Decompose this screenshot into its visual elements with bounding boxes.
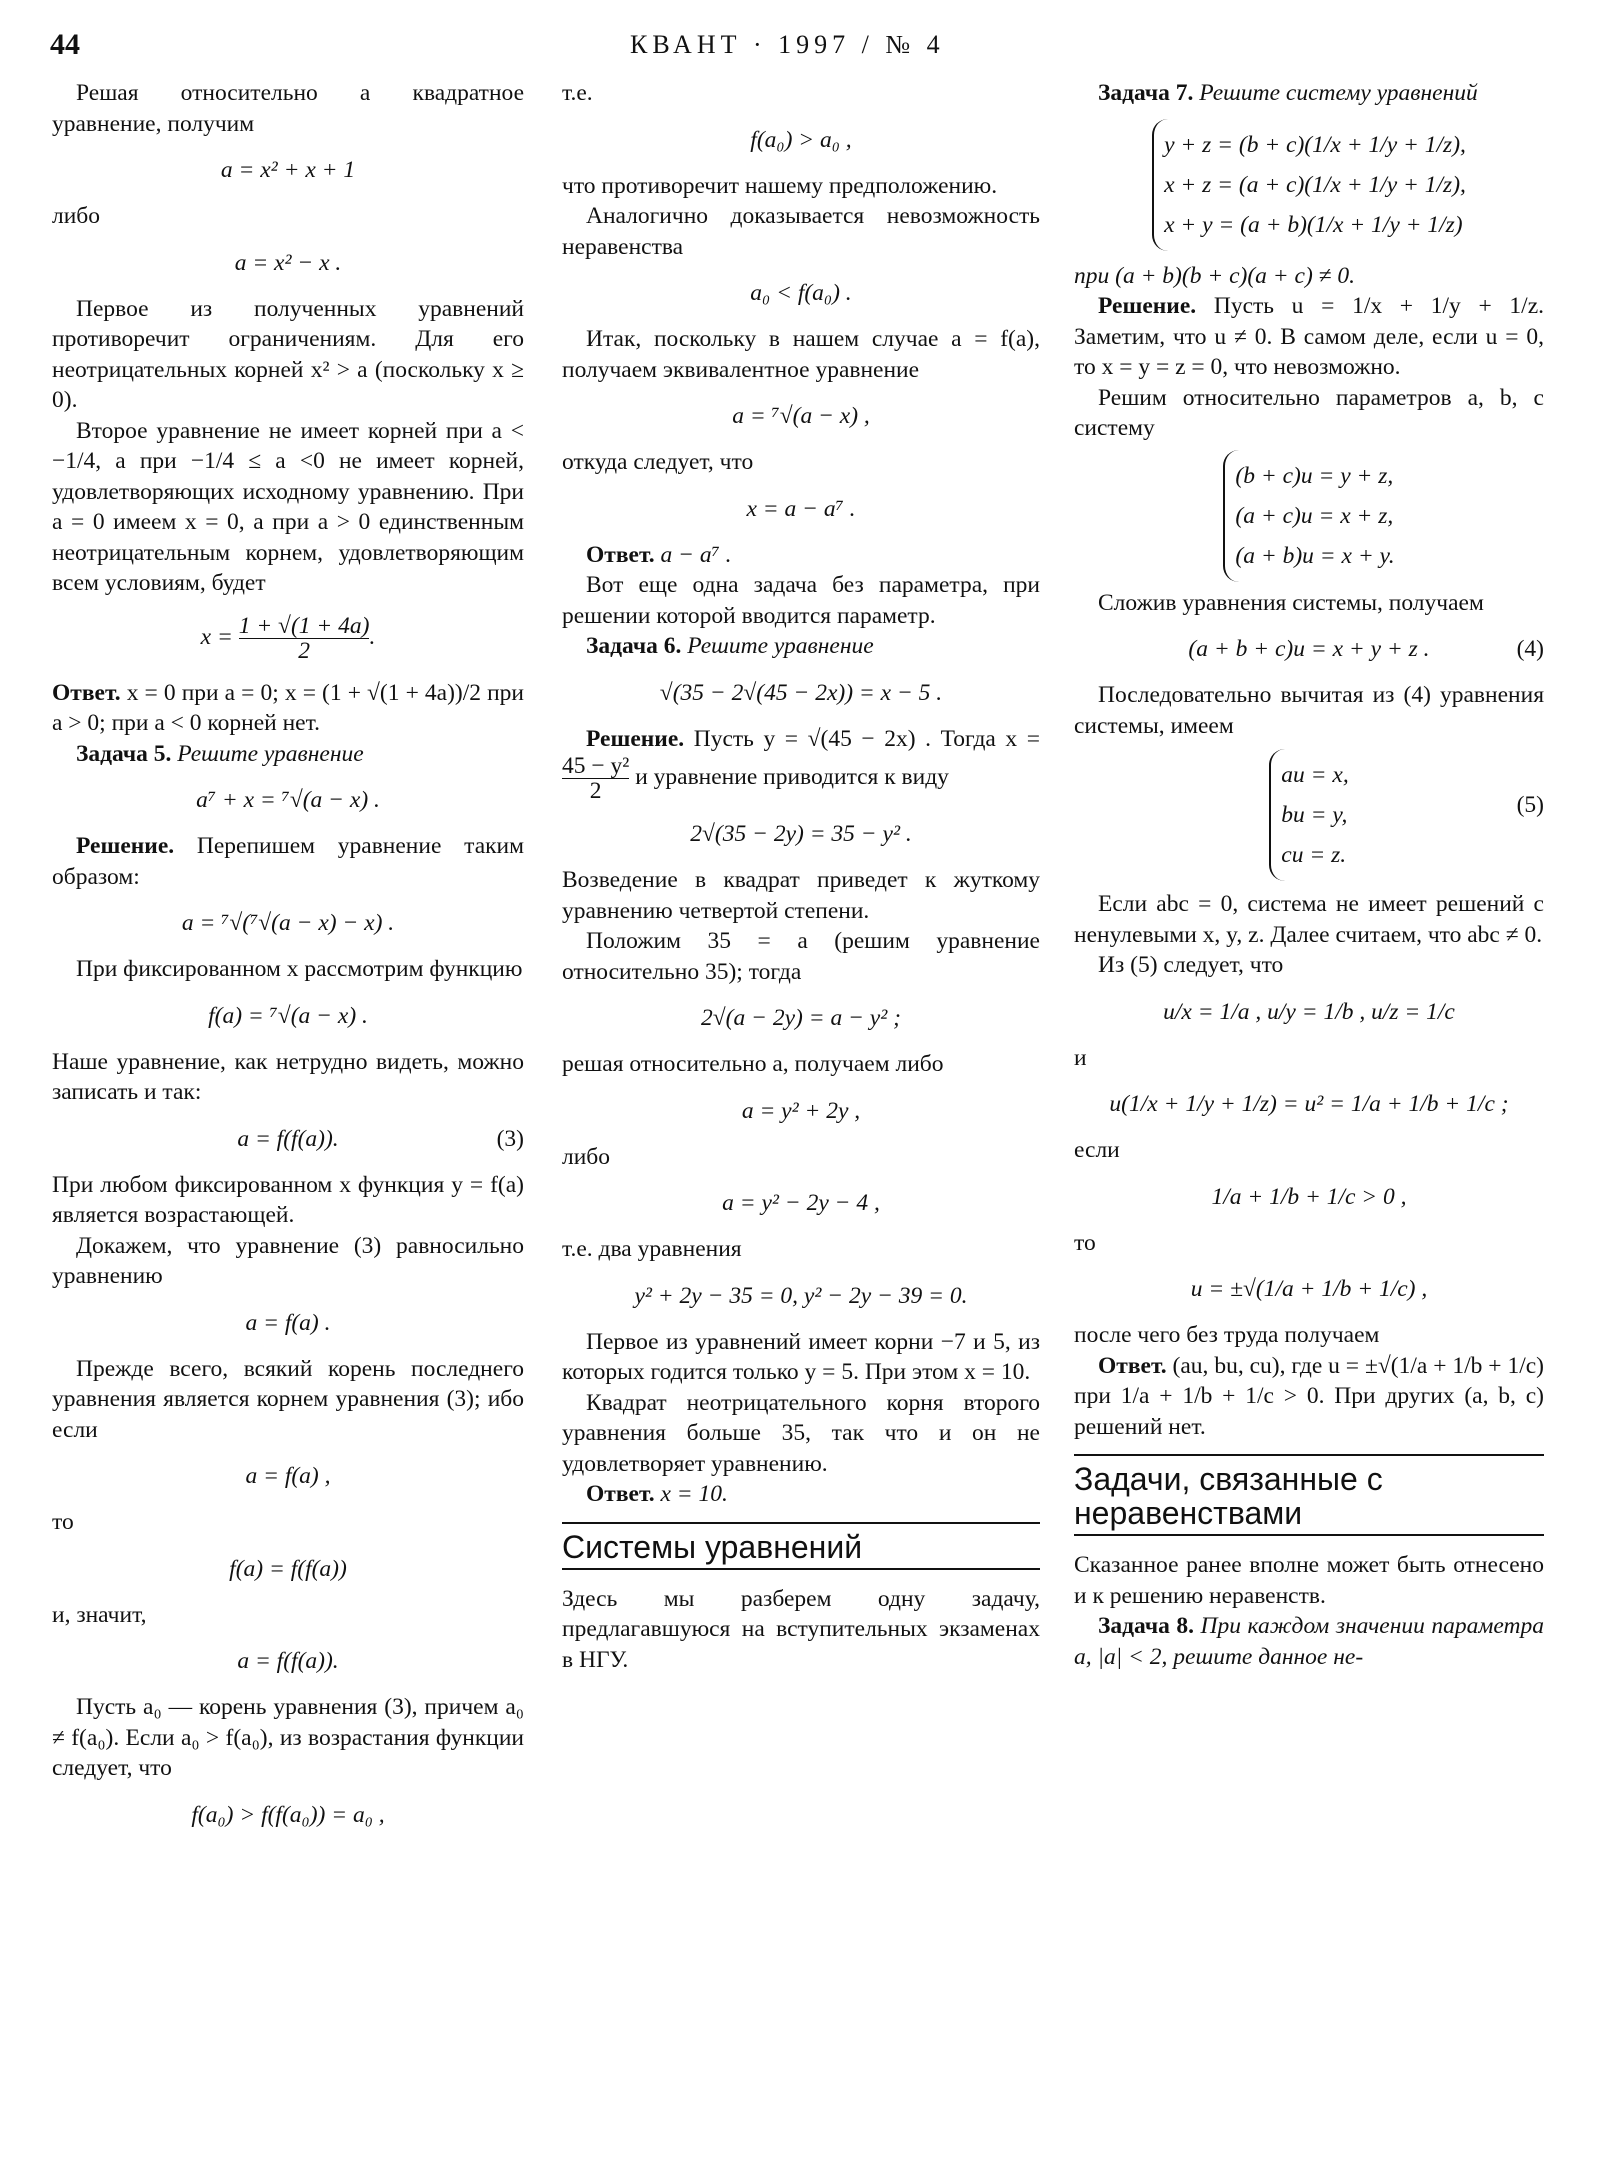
system-line: x + z = (a + c)(1/x + 1/y + 1/z),: [1164, 171, 1466, 198]
equation: 2√(a − 2y) = a − y² ;: [701, 1005, 901, 1031]
equation: f(a) = ⁷√(a − x) .: [208, 1002, 368, 1029]
section-heading: Системы уравнений: [562, 1522, 1040, 1570]
system-line: y + z = (b + c)(1/x + 1/y + 1/z),: [1164, 131, 1466, 158]
fraction: $\frac{1 + √(1 + 4a)}{2}$: [238, 612, 370, 664]
equation: a = ⁷√(a − x) ,: [732, 403, 870, 429]
equation: y² + 2y − 35 = 0, y² − 2y − 39 = 0.: [634, 1282, 968, 1309]
paragraph: Второе уравнение не имеет корней при a < −1/4, а при −1/4 ≤ a <0 не имеет корней, удовлетворяющих исходному уравнению. При a = 0 имеем x = 0, а при a > 0 единственным неотрицательным корнем, удовлетворяющим всем условиям, будет: [52, 417, 524, 596]
paragraph: и: [1074, 1044, 1087, 1071]
system-line: x + y = (a + b)(1/x + 1/y + 1/z): [1164, 211, 1463, 238]
solution: Решение. Пусть y = √(45 − 2x) . Тогда x = $\frac{\text{45 − y²}}{2}$ и уравнение приводится к виду: [562, 725, 1041, 804]
paragraph: Итак, поскольку в нашем случае a = f(a), получаем эквивалентное уравнение: [562, 326, 1040, 383]
paragraph: что противоречит нашему предположению.: [562, 172, 998, 199]
task-heading: Задача 5. Решите уравнение: [76, 740, 364, 767]
system-line: cu = z.: [1281, 842, 1347, 868]
equation: a = x² + x + 1: [220, 157, 356, 183]
answer: Ответ. x = 10.: [586, 1481, 728, 1507]
page-number: 44: [50, 28, 80, 61]
paragraph: т.е.: [562, 80, 593, 106]
paragraph: либо: [562, 1143, 611, 1170]
paragraph: Решим относительно параметров a, b, c систему: [1074, 384, 1544, 441]
task-heading: Задача 8. При каждом значении параметра a, |a| < 2, решите данное не-: [1074, 1613, 1545, 1670]
paragraph: Первое из уравнений имеет корни −7 и 5, из которых годится только y = 5. При этом x = 10.: [562, 1328, 1040, 1385]
equation: u/x = 1/a , u/y = 1/b , u/z = 1/c: [1163, 998, 1455, 1025]
paragraph: Здесь мы разберем одну задачу, предлагавшуюся на вступительных экзаменах в НГУ.: [562, 1585, 1040, 1673]
answer: Ответ. x = 0 при a = 0; x = (1 + √(1 + 4a))/2 при a > 0; при a < 0 корней нет.: [52, 679, 525, 736]
fraction: $\frac{\text{45 − y²}}{2}$: [562, 753, 630, 804]
equation: 2√(35 − 2y) = 35 − y² .: [690, 821, 912, 847]
paragraph: При любом фиксированном x функция y = f(a) является возрастающей.: [52, 1171, 524, 1228]
paragraph: Квадрат неотрицательного корня второго уравнения больше 35, так что и он не удовлетворяет уравнению.: [562, 1389, 1040, 1477]
journal-title: КВАНТ · 1997 / № 4: [630, 30, 945, 59]
paragraph: Прежде всего, всякий корень последнего уравнения является корнем уравнения (3); ибо если: [52, 1355, 524, 1443]
equation: a = x² − x .: [234, 249, 342, 276]
answer: Ответ. (au, bu, cu), где u = ±√(1/a + 1/b + 1/c) при 1/a + 1/b + 1/c > 0. При других (a, b, c) решений нет.: [1074, 1352, 1545, 1440]
system-brace: [1223, 450, 1394, 582]
numbered-equation-system: [1074, 749, 1544, 881]
paragraph: Если abc = 0, система не имеет решений с ненулевыми x, y, z. Далее считаем, что abc ≠ 0.: [1074, 891, 1544, 948]
system-line: (a + b)u = x + y.: [1235, 542, 1395, 569]
equation: f(a₀) > a₀ ,: [750, 126, 852, 153]
solution: Решение. Пусть u = 1/x + 1/y + 1/z. Заметим, что u ≠ 0. В самом деле, если u = 0, то x = y = z = 0, что невозможно.: [1074, 293, 1545, 380]
system-line: bu = y,: [1281, 802, 1348, 828]
paragraph: при (a + b)(b + c)(a + c) ≠ 0.: [1074, 262, 1356, 289]
system-brace: [1269, 749, 1348, 881]
paragraph: Сложив уравнения системы, получаем: [1098, 589, 1484, 616]
system-line: au = x,: [1281, 762, 1349, 788]
numbered-equation: a = f(f(a)). (3): [52, 1123, 524, 1155]
equation: a = y² − 2y − 4 ,: [722, 1190, 880, 1216]
paragraph: либо: [52, 203, 101, 229]
equation: a = f(a) .: [245, 1309, 331, 1336]
paragraph: Решая относительно a квадратное уравнение, получим: [52, 80, 524, 137]
equation: f(a) = f(f(a)): [229, 1555, 347, 1582]
equation-system: [1074, 119, 1544, 251]
system-brace: [1152, 119, 1466, 251]
section-heading: Задачи, связанные с неравенствами: [1074, 1454, 1544, 1536]
equation: a = f(f(a)).: [237, 1648, 339, 1674]
equation: x = a − a⁷ .: [746, 495, 856, 522]
equation-number: (3): [496, 1125, 524, 1152]
task-heading: Задача 6. Решите уравнение: [586, 633, 874, 659]
column-3: [1074, 78, 1544, 1672]
paragraph: после чего без труда получаем: [1074, 1322, 1380, 1348]
paragraph: Возведение в квадрат приведет к жуткому уравнению четвертой степени.: [562, 867, 1040, 924]
paragraph: решая относительно a, получаем либо: [562, 1051, 944, 1077]
column-2: [562, 78, 1040, 1675]
paragraph: Последовательно вычитая из (4) уравнения системы, имеем: [1074, 682, 1544, 739]
equation: 1/a + 1/b + 1/c > 0 ,: [1211, 1183, 1407, 1210]
paragraph: и, значит,: [52, 1601, 147, 1628]
system-line: (a + c)u = x + z,: [1235, 502, 1394, 529]
paragraph: При фиксированном x рассмотрим функцию: [76, 956, 523, 982]
paragraph: Вот еще одна задача без параметра, при решении которой вводится параметр.: [562, 572, 1040, 629]
paragraph: Из (5) следует, что: [1098, 952, 1284, 978]
equation: u(1/x + 1/y + 1/z) = u² = 1/a + 1/b + 1/c ;: [1109, 1091, 1509, 1117]
page-header: [50, 28, 1550, 68]
equation-fraction: x = $\frac{1 + √(1 + 4a)}{2}$ .: [200, 612, 376, 664]
paragraph: то: [1074, 1229, 1096, 1256]
numbered-equation: (a + b + c)u = x + y + z . (4): [1074, 633, 1544, 665]
paragraph: Первое из полученных уравнений противоречит ограничениям. Для его неотрицательных корней x² > a (поскольку x ≥ 0).: [52, 295, 524, 413]
equation: a = y² + 2y ,: [741, 1097, 861, 1124]
equation-system: [1074, 450, 1544, 582]
equation-number: (4): [1516, 636, 1544, 662]
paragraph: Сказанное ранее вполне может быть отнесено и к решению неравенств.: [1074, 1552, 1544, 1609]
system-line: (b + c)u = y + z,: [1235, 462, 1394, 489]
column-1: [52, 78, 524, 1846]
equation: a⁷ + x = ⁷√(a − x) .: [196, 787, 380, 813]
equation: f(a₀) > f(f(a₀)) = a₀ ,: [191, 1801, 385, 1828]
equation: a = f(a) ,: [245, 1463, 331, 1489]
paragraph: Наше уравнение, как нетрудно видеть, можно записать и так:: [52, 1048, 524, 1105]
equation-number: (5): [1516, 792, 1544, 818]
paragraph: т.е. два уравнения: [562, 1236, 742, 1262]
paragraph: Пусть a₀ — корень уравнения (3), причем a₀ ≠ f(a₀). Если a₀ > f(a₀), из возрастания функции следует, что: [52, 1694, 524, 1781]
equation: a₀ < f(a₀) .: [750, 280, 852, 306]
paragraph: Докажем, что уравнение (3) равносильно уравнению: [52, 1232, 524, 1289]
task-heading: Задача 7. Решите систему уравнений: [1098, 80, 1478, 106]
solution: Решение. Перепишем уравнение таким образом:: [52, 833, 524, 890]
equation: u = ±√(1/a + 1/b + 1/c) ,: [1190, 1276, 1428, 1302]
paragraph: Аналогично доказывается невозможность неравенства: [562, 203, 1040, 260]
equation: a = ⁷√(⁷√(a − x) − x) .: [181, 910, 395, 936]
paragraph: откуда следует, что: [562, 449, 754, 475]
paragraph: если: [1074, 1137, 1120, 1163]
paragraph: Положим 35 = a (решим уравнение относительно 35); тогда: [562, 928, 1040, 985]
paragraph: то: [52, 1509, 74, 1535]
equation: √(35 − 2√(45 − 2x)) = x − 5 .: [659, 679, 943, 706]
answer: Ответ. a − a⁷ .: [586, 541, 732, 568]
